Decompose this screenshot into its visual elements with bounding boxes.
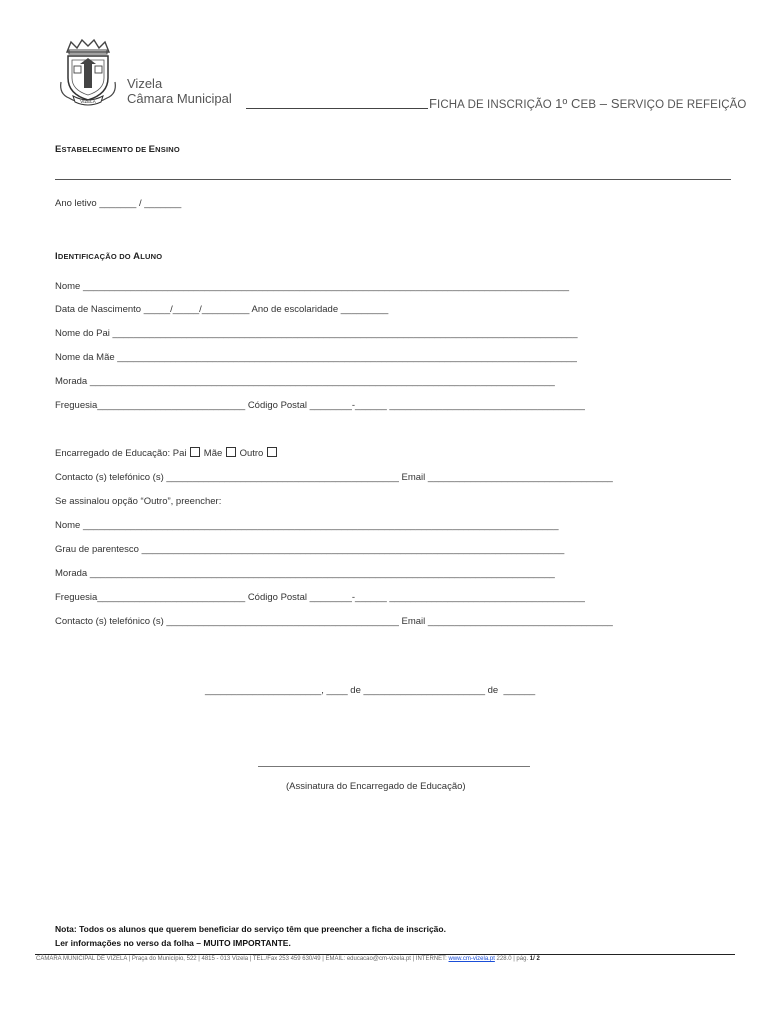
student-parish-field[interactable]: Freguesia____________________________ Código Postal ________-______ _____________________________________ (55, 400, 585, 411)
section-title-student: IDENTIFICAÇÃO DO ALUNO (55, 251, 163, 262)
website-link[interactable]: www.cm-vizela.pt (448, 956, 495, 962)
org-name-vizela: Vizela (127, 76, 163, 91)
signature-line[interactable] (258, 766, 530, 767)
municipal-coat-of-arms-logo (55, 38, 121, 106)
section-title-establishment: ESTABELECIMENTO DE ENSINO (55, 144, 180, 155)
footer-divider (35, 954, 735, 955)
header-divider (246, 108, 428, 109)
if-other-instruction: Se assinalou opção “Outro”, preencher: (55, 496, 222, 507)
form-title: FICHA DE INSCRIÇÃO 1º CEB – SERVIÇO DE REFEIÇÃO (429, 96, 747, 111)
checkbox-pai[interactable] (190, 447, 200, 457)
student-name-field[interactable]: Nome ____________________________________________________________________________________________ (55, 281, 570, 292)
note-line-2: Ler informações no verso da folha – MUITO IMPORTANTE. (55, 938, 291, 948)
student-address-field[interactable]: Morada ________________________________________________________________________________________ (55, 376, 555, 387)
guardian-contact-field[interactable]: Contacto (s) telefónico (s) ____________________________________________ Email ___________________________________ (55, 472, 613, 483)
school-year-field[interactable]: Ano letivo _______ / _______ (55, 198, 182, 209)
checkbox-mae[interactable] (226, 447, 236, 457)
page-number: 1/ 2 (529, 956, 540, 962)
guardian-type-row: Encarregado de Educação: Pai Mãe Outro (55, 447, 278, 459)
other-name-field[interactable]: Nome __________________________________________________________________________________________ (55, 520, 559, 531)
establishment-name-line[interactable] (55, 179, 731, 180)
other-address-field[interactable]: Morada ________________________________________________________________________________________ (55, 568, 555, 579)
relationship-field[interactable]: Grau de parentesco ________________________________________________________________________________ (55, 544, 565, 555)
place-date-field[interactable]: ______________________, ____ de _______________________ de ______ (205, 685, 536, 696)
note-line-1: Nota: Todos os alunos que querem beneficiar do serviço têm que preencher a ficha de inscrição. (55, 924, 446, 934)
footer-contact-info: CÂMARA MUNICIPAL DE VIZELA | Praça do Município, 522 | 4815 - 013 Vizela | TEL./Fax 253 459 630/49 | EMAIL: educacao@cm-vizela.pt | INTERNET: www.cm-vizela.pt 228.0 | pág. 1/ 2 (36, 956, 540, 962)
other-contact-field[interactable]: Contacto (s) telefónico (s) ____________________________________________ Email ___________________________________ (55, 616, 613, 627)
other-parish-field[interactable]: Freguesia____________________________ Código Postal ________-______ _____________________________________ (55, 592, 585, 603)
student-birth-field[interactable]: Data de Nascimento _____/_____/_________ Ano de escolaridade _________ (55, 304, 389, 315)
mother-name-field[interactable]: Nome da Mãe _______________________________________________________________________________________ (55, 352, 577, 363)
org-name-camara-municipal: Câmara Municipal (127, 91, 232, 106)
signature-caption: (Assinatura do Encarregado de Educação) (286, 781, 466, 792)
father-name-field[interactable]: Nome do Pai ________________________________________________________________________________________ (55, 328, 578, 339)
checkbox-outro[interactable] (267, 447, 277, 457)
svg-text:VIZELA: VIZELA (80, 99, 96, 104)
